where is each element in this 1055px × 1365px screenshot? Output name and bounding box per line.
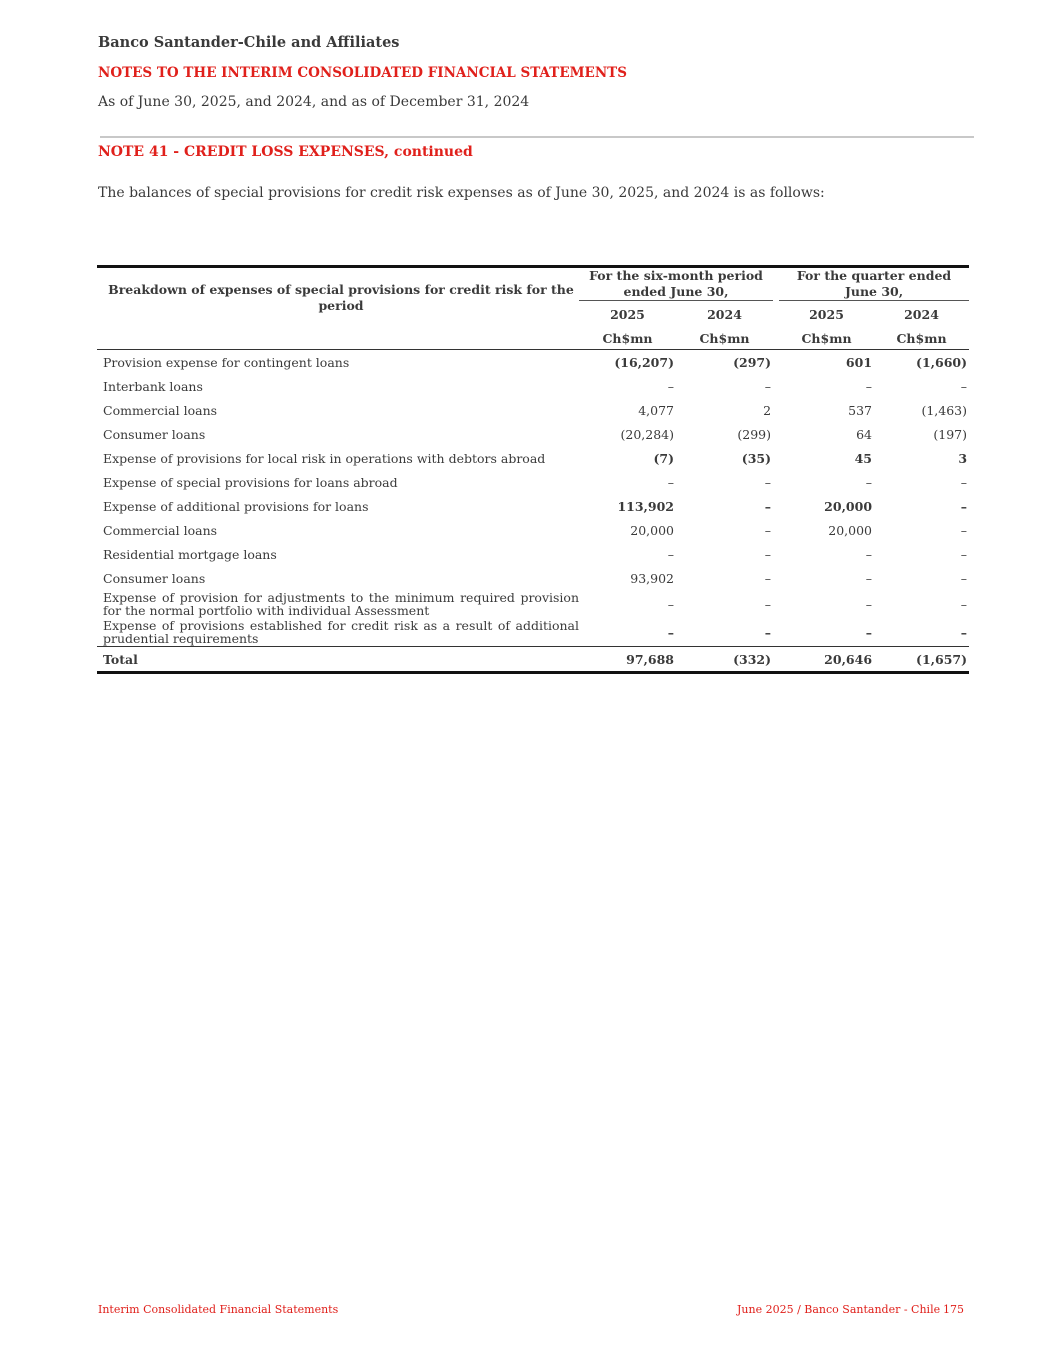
cell-value: (20,284) xyxy=(620,426,674,442)
cell-value: – xyxy=(667,378,674,394)
table-row xyxy=(97,374,969,398)
total-value: (1,657) xyxy=(874,647,969,673)
row-label: Consumer loans xyxy=(103,570,206,586)
cell-value: – xyxy=(960,624,968,640)
cell-value: – xyxy=(764,474,772,490)
cell-value: – xyxy=(764,378,772,394)
cell-value: – xyxy=(667,546,674,562)
table-row xyxy=(97,542,969,566)
row-label: Expense of provision for adjustments to the minimum required provision for the normal portfolio with individual Assessment xyxy=(103,590,579,618)
footer-title: Interim Consolidated Financial Statements xyxy=(98,1303,339,1316)
table-row xyxy=(97,494,969,518)
cell-value: – xyxy=(667,474,674,490)
row-label: Expense of special provisions for loans abroad xyxy=(103,474,398,490)
table-row xyxy=(97,446,969,470)
cell-value: (1,660) xyxy=(916,354,968,370)
cell-value: – xyxy=(960,498,968,514)
row-label: Expense of additional provisions for loans xyxy=(103,498,369,514)
cell-value: – xyxy=(865,474,873,490)
row-label: Provision expense for contingent loans xyxy=(103,354,350,370)
table-row xyxy=(97,590,969,618)
cell-value: – xyxy=(960,570,968,586)
cell-value: 2 xyxy=(763,402,772,418)
cell-value: 20,000 xyxy=(630,522,674,538)
cell-value: – xyxy=(865,596,873,612)
cell-value: 93,902 xyxy=(630,570,674,586)
cell-value: – xyxy=(865,378,873,394)
row-label: Expense of provisions established for credit risk as a result of additional prudential requirements xyxy=(103,618,579,646)
year-header: 2025 xyxy=(610,306,645,322)
unit-header: Ch$mn xyxy=(874,327,969,350)
row-label: Residential mortgage loans xyxy=(103,546,277,562)
unit-header: Ch$mn xyxy=(676,327,773,350)
cell-value: – xyxy=(667,624,674,640)
cell-value: 20,000 xyxy=(824,498,873,514)
cell-value: (197) xyxy=(933,426,968,442)
note-heading: NOTE 41 - CREDIT LOSS EXPENSES, continued xyxy=(98,144,473,160)
footer-source: June 2025 / Banco Santander - Chile xyxy=(737,1303,941,1316)
cell-value: (35) xyxy=(741,450,772,466)
table-row xyxy=(97,566,969,590)
unit-row xyxy=(97,327,969,350)
row-label: Commercial loans xyxy=(103,402,218,418)
cell-value: (1,463) xyxy=(921,402,968,418)
credit-provisions-table xyxy=(97,265,969,674)
cell-value: 537 xyxy=(848,402,873,418)
group-six-month: For the six-month period ended June 30, xyxy=(579,267,773,301)
cell-value: (7) xyxy=(653,450,674,466)
cell-value: (16,207) xyxy=(614,354,674,370)
cell-value: – xyxy=(960,596,968,612)
cell-value: – xyxy=(667,596,674,612)
table-row xyxy=(97,350,969,375)
cell-value: 4,077 xyxy=(638,402,674,418)
row-label: Interbank loans xyxy=(103,378,203,394)
total-value: (332) xyxy=(676,647,773,673)
table-row xyxy=(97,518,969,542)
table-row xyxy=(97,422,969,446)
row-header-label: Breakdown of expenses of special provisions for credit risk for the period xyxy=(108,281,574,313)
as-of-date: As of June 30, 2025, and 2024, and as of December 31, 2024 xyxy=(98,94,530,110)
cell-value: – xyxy=(960,522,968,538)
row-label: Consumer loans xyxy=(103,426,206,442)
cell-value: – xyxy=(764,624,772,640)
unit-header: Ch$mn xyxy=(779,327,874,350)
table-body xyxy=(97,350,969,673)
cell-value: (299) xyxy=(737,426,772,442)
cell-value: 3 xyxy=(958,450,968,466)
cell-value: – xyxy=(865,546,873,562)
table-row xyxy=(97,618,969,647)
year-header: 2025 xyxy=(809,306,844,322)
cell-value: – xyxy=(960,546,968,562)
cell-value: 64 xyxy=(856,426,873,442)
row-label: Expense of provisions for local risk in operations with debtors abroad xyxy=(103,450,546,466)
cell-value: – xyxy=(865,624,873,640)
cell-value: – xyxy=(764,596,772,612)
notes-title: NOTES TO THE INTERIM CONSOLIDATED FINANCIAL STATEMENTS xyxy=(98,65,627,81)
cell-value: 113,902 xyxy=(617,498,674,514)
year-header: 2024 xyxy=(707,306,742,322)
row-label: Commercial loans xyxy=(103,522,218,538)
cell-value: – xyxy=(960,378,968,394)
cell-value: – xyxy=(865,570,873,586)
table-row xyxy=(97,470,969,494)
cell-value: – xyxy=(764,546,772,562)
table-row xyxy=(97,398,969,422)
cell-value: – xyxy=(764,498,772,514)
cell-value: – xyxy=(764,522,772,538)
cell-value: – xyxy=(764,570,772,586)
cell-value: 20,000 xyxy=(828,522,873,538)
total-value: 20,646 xyxy=(779,647,874,673)
year-header: 2024 xyxy=(904,306,939,322)
cell-value: (297) xyxy=(733,354,772,370)
cell-value: 45 xyxy=(854,450,873,466)
total-row xyxy=(97,647,969,673)
cell-value: 601 xyxy=(845,354,873,370)
group-header-row xyxy=(97,267,969,301)
total-value: 97,688 xyxy=(579,647,676,673)
group-quarter: For the quarter ended June 30, xyxy=(779,267,969,301)
intro-text: The balances of special provisions for credit risk expenses as of June 30, 2025, and 2024 is as follows: xyxy=(98,185,825,201)
header-divider xyxy=(100,136,974,138)
cell-value: – xyxy=(960,474,968,490)
unit-header: Ch$mn xyxy=(579,327,676,350)
company-name: Banco Santander-Chile and Affiliates xyxy=(98,34,400,51)
page-number: 175 xyxy=(943,1303,964,1316)
total-label: Total xyxy=(97,647,579,673)
